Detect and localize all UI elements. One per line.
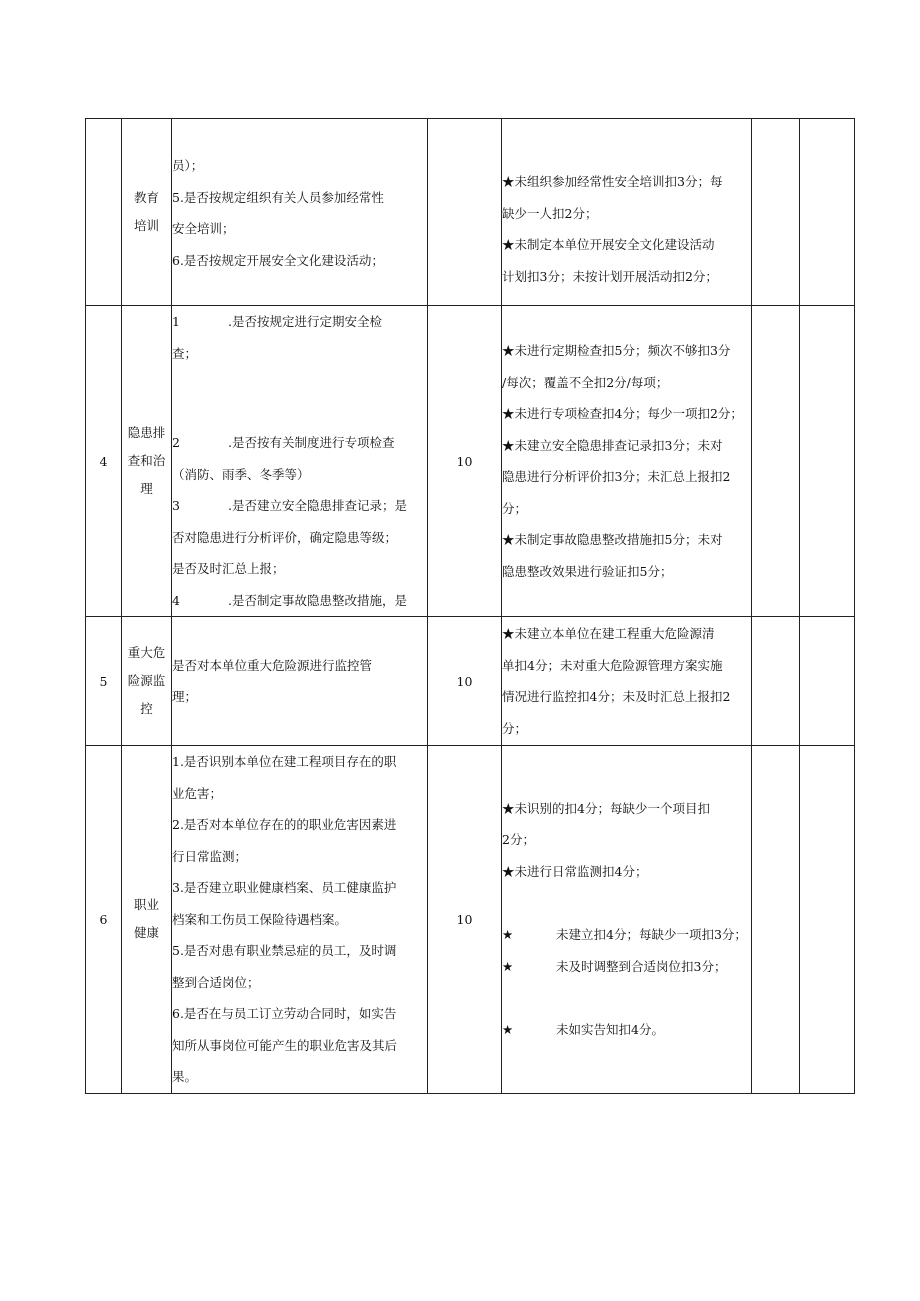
item-name-line: 重大危 <box>127 645 166 660</box>
requirement-line: 查； <box>172 345 198 361</box>
item-name-line: 培训 <box>133 218 159 233</box>
criteria-line: /每次；覆盖不全扣2分/每项； <box>502 374 669 390</box>
item-name-line: 教育 <box>133 190 159 205</box>
criteria-line: ★ 未建立扣4分；每缺少一项扣3分； <box>502 919 751 951</box>
criteria-line: 2分； <box>502 832 535 848</box>
item-number: 3 <box>172 498 180 513</box>
requirement-line: 2 .是否按有关制度进行专项检查 <box>172 427 427 459</box>
table-row <box>86 306 855 617</box>
criteria-line: ★未进行专项检查扣4分；每少一项扣2分； <box>502 406 743 421</box>
requirement-line: 是否及时汇总上报； <box>172 561 285 576</box>
criteria-line: 单扣4分；未对重大危险源管理方案实施 <box>502 657 723 673</box>
criteria-line: ★未进行日常监测扣4分； <box>502 863 648 879</box>
score-cell: 10 <box>428 617 502 746</box>
star-marker: ★ <box>502 958 514 974</box>
requirement-line: 1.是否识别本单位在建工程项目存在的职 <box>172 754 397 769</box>
blank-cell <box>752 306 800 617</box>
requirement-line: 3.是否建立职业健康档案、员工健康监护 <box>172 880 397 895</box>
requirement-line: 安全培训； <box>172 221 235 236</box>
requirement-line: 4 .是否制定事故隐患整改措施，是 <box>172 585 427 617</box>
star-marker: ★ <box>502 1022 514 1038</box>
requirement-line: （消防、雨季、冬季等） <box>172 466 310 482</box>
criteria-line: ★未进行定期检查扣5分；频次不够扣3分 <box>502 343 731 358</box>
criteria-line: ★未制定事故隐患整改措施扣5分；未对 <box>502 532 723 547</box>
criteria-cell <box>502 746 752 1094</box>
requirement-line: 2.是否对本单位存在的的职业危害因素进 <box>172 817 397 832</box>
blank-cell <box>800 746 855 1094</box>
criteria-line: 隐患进行分析评价扣3分；未汇总上报扣2 <box>502 469 731 484</box>
row-number: 6 <box>86 746 122 1094</box>
criteria-line: ★ 未及时调整到合适岗位扣3分； <box>502 951 751 983</box>
requirement-line: 是否对本单位重大危险源进行监控管 <box>172 657 373 673</box>
requirements-cell <box>172 119 428 306</box>
criteria-line: 缺少一人扣2分； <box>502 205 598 221</box>
assessment-table <box>85 118 855 1094</box>
score-cell: 10 <box>428 746 502 1094</box>
item-number: 1 <box>172 314 180 329</box>
row-number <box>86 119 122 306</box>
requirement-line: 档案和工伤员工保险待遇档案。 <box>172 911 348 927</box>
requirements-cell <box>172 617 428 746</box>
item-name-line: 险源监 <box>127 673 166 688</box>
item-name <box>122 617 172 746</box>
item-name-line: 隐患排 <box>127 425 166 440</box>
blank-cell <box>800 617 855 746</box>
criteria-line: ★ 未如实告知扣4分。 <box>502 1014 751 1046</box>
criteria-line: ★未组织参加经常性安全培训扣3分；每 <box>502 174 723 189</box>
criteria-cell <box>502 119 752 306</box>
blank-cell <box>752 119 800 306</box>
item-name <box>122 306 172 617</box>
requirement-line: 3 .是否建立安全隐患排查记录；是 <box>172 490 427 522</box>
criteria-line: 分； <box>502 720 528 736</box>
requirement-line: 6.是否按规定开展安全文化建设活动； <box>172 252 384 268</box>
item-name-line: 查和治 <box>127 453 166 468</box>
requirement-line: 整到合适岗位； <box>172 974 260 990</box>
criteria-line: 计划扣3分；未按计划开展活动扣2分； <box>502 268 718 284</box>
item-name <box>122 746 172 1094</box>
table-row <box>86 617 855 746</box>
item-number: 4 <box>172 592 180 608</box>
score-cell: 10 <box>428 306 502 617</box>
criteria-line: ★未建立安全隐患排查记录扣3分；未对 <box>502 437 723 453</box>
requirement-line: 业危害； <box>172 785 223 801</box>
item-name-line: 理 <box>140 481 153 496</box>
criteria-line: 分； <box>502 500 528 516</box>
requirement-line: 否对隐患进行分析评价，确定隐患等级； <box>172 529 398 545</box>
criteria-line: ★未建立本单位在建工程重大危险源清 <box>502 626 715 641</box>
requirement-line: 知所从事岗位可能产生的职业危害及其后 <box>172 1037 398 1053</box>
criteria-cell <box>502 306 752 617</box>
blank-cell <box>752 746 800 1094</box>
requirement-line: 6.是否在与员工订立劳动合同时，如实告 <box>172 1006 397 1021</box>
blank-cell <box>752 617 800 746</box>
item-name-line: 健康 <box>133 925 159 941</box>
criteria-cell <box>502 617 752 746</box>
item-name-line: 职业 <box>133 897 159 913</box>
blank-cell <box>800 306 855 617</box>
requirement-line: 行日常监测； <box>172 848 248 864</box>
blank-cell <box>800 119 855 306</box>
criteria-line: ★未制定本单位开展安全文化建设活动 <box>502 237 715 252</box>
score-cell <box>428 119 502 306</box>
item-name <box>122 119 172 306</box>
item-number: 2 <box>172 435 180 450</box>
requirements-cell <box>172 746 428 1094</box>
criteria-line: 情况进行监控扣4分；未及时汇总上报扣2 <box>502 689 731 704</box>
requirements-cell <box>172 306 428 617</box>
requirement-line: 员）； <box>172 158 204 173</box>
row-number: 4 <box>86 306 122 617</box>
requirement-line: 理； <box>172 689 198 704</box>
row-number: 5 <box>86 617 122 746</box>
star-marker: ★ <box>502 927 514 943</box>
requirement-line: 5.是否按规定组织有关人员参加经常性 <box>172 189 384 205</box>
requirement-line: 1 .是否按规定进行定期安全检 <box>172 306 427 338</box>
requirement-line: 5.是否对患有职业禁忌症的员工，及时调 <box>172 943 397 958</box>
table-row <box>86 746 855 1094</box>
table-row <box>86 119 855 306</box>
requirement-line: 果。 <box>172 1069 198 1084</box>
criteria-line: ★未识别的扣4分；每缺少一个项目扣 <box>502 800 710 816</box>
item-name-line: 控 <box>140 701 153 716</box>
criteria-line: 隐患整改效果进行验证扣5分； <box>502 563 673 579</box>
